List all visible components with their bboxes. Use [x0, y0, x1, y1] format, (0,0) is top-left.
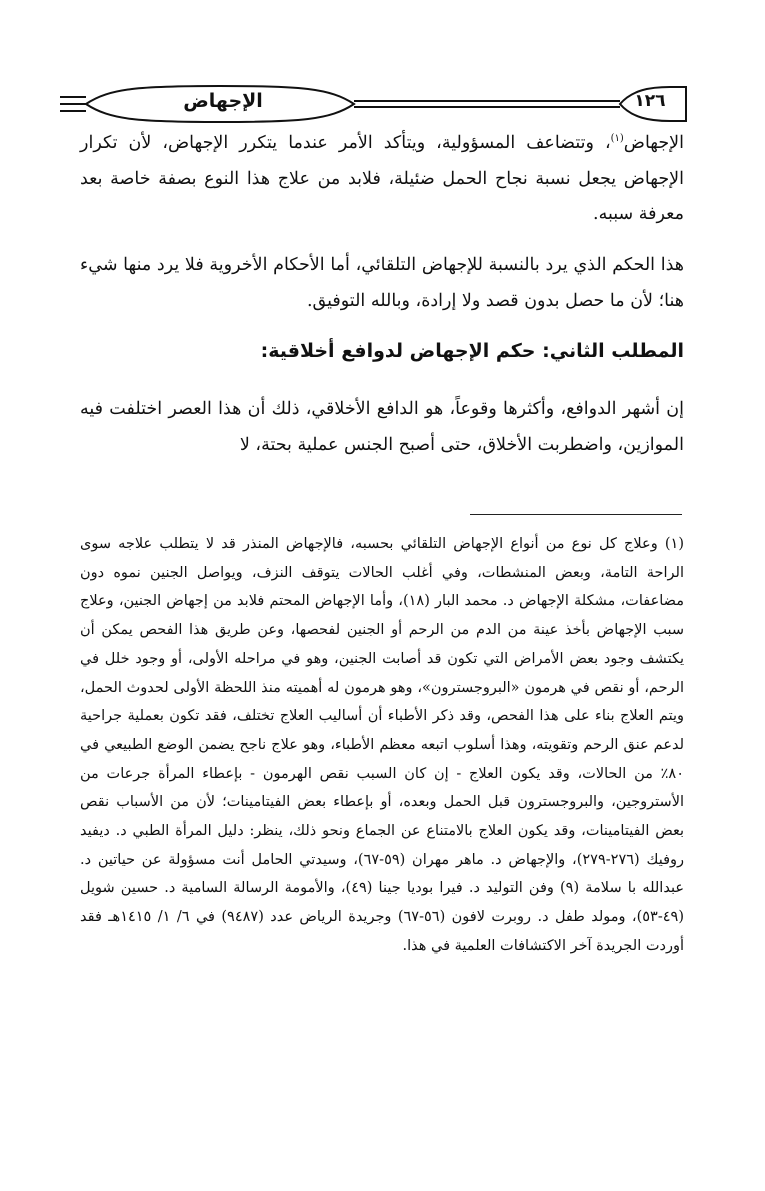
paragraph-1-rest: ، وتتضاعف المسؤولية، ويتأكد الأمر عندما يتكرر الإجهاض، لأن تكرار الإجهاض يجعل نسبة نجاح الحمل ضئيلة، فلابد من علاج هذا النوع بصفة خاصة بعد معرفة سببه.	[80, 133, 684, 224]
page-header	[60, 84, 688, 124]
running-title: الإجهاض	[183, 90, 263, 112]
paragraph-2: هذا الحكم الذي يرد بالنسبة للإجهاض التلقائي، أما الأحكام الأخروية فلا يرد منها شيء هنا؛ لأن ما حصل بدون قصد ولا إرادة، وبالله التوفيق.	[80, 255, 684, 311]
footnote-1: (١) وعلاج كل نوع من أنواع الإجهاض التلقائي بحسبه، فالإجهاض المنذر قد لا يتطلب علاجه سوى الراحة التامة، وبعض المنشطات، وفي أغلب الحالات يتوقف النزف، ويواصل الجنين نموه دون مضاعفات، مشكلة الإجهاض د. محمد البار (١٨)، وأما الإجهاض المحتم فلابد من إجهاض الجنين، وعلاج سبب الإجهاض بأخذ عينة من الدم من الرحم أو الجنين لفحصها، وعن طريق هذا الفحص يمكن أن يكتشف وجود بعض الأمراض التي تكون قد أصابت الجنين، وهو في مراحله الأولى، أو وجود خلل في الرحم، أو نقص في هرمون «البروجسترون»، وهو هرمون له أهميته منذ اللحظة الأولى لحدوث الحمل، ويتم العلاج بناء على هذا الفحص، وقد ذكر الأطباء أن أساليب العلاج تختلف، فقد تكون بعملية جراحية لدعم عنق الرحم وتقويته، وهذا أسلوب اتبعه معظم الأطباء، وهو علاج ناجح يضمن الوضع الطبيعي في ٨٠٪ من الحالات، وقد يكون العلاج - إن كان السبب نقص الهرمون - بإعطاء المرأة جرعات من الأستروجين، والبروجسترون قبل الحمل وبعده، أو بإعطاء بعض الفيتامينات؛ لأن من الأسباب نقص بعض الفيتامينات، وقد يكون العلاج بالامتناع عن الجماع ونحو ذلك، ينظر: دليل المرأة الطبي د. ديفيد روفيك (٢٧٦-٢٧٩)، والإجهاض د. ماهر مهران (٥٩-٦٧)، وسيدتي الحامل أنت مسؤولة عن حياتين د. عبدالله با سلامة (٩) وفن التوليد د. فيرا بوديا جينا (٤٩)، والأمومة الرسالة السامية د. حسين شويل (٤٩-٥٣)، ومولد طفل د. روبرت لافون (٥٦-٦٧) وجريدة الرياض عدد (٩٤٨٧) في ٦/ ١/ ١٤١٥هـ فقد أوردت الجريدة آخر الاكتشافات العلمية في هذا.	[80, 536, 684, 954]
footnote-separator	[470, 514, 682, 515]
page-number: ١٢٦	[634, 91, 666, 111]
paragraph-3: إن أشهر الدوافع، وأكثرها وقوعاً، هو الدافع الأخلاقي، ذلك أن هذا العصر اختلفت فيه الموازين، واضطربت الأخلاق، حتى أصبح الجنس عملية بحتة، لا	[80, 399, 684, 455]
paragraph-1-lead: الإجهاض	[623, 133, 684, 153]
section-heading: المطلب الثاني: حكم الإجهاض لدوافع أخلاقية:	[260, 340, 684, 362]
paragraph-1	[80, 126, 684, 233]
footnote-ref: (١)	[610, 133, 624, 145]
